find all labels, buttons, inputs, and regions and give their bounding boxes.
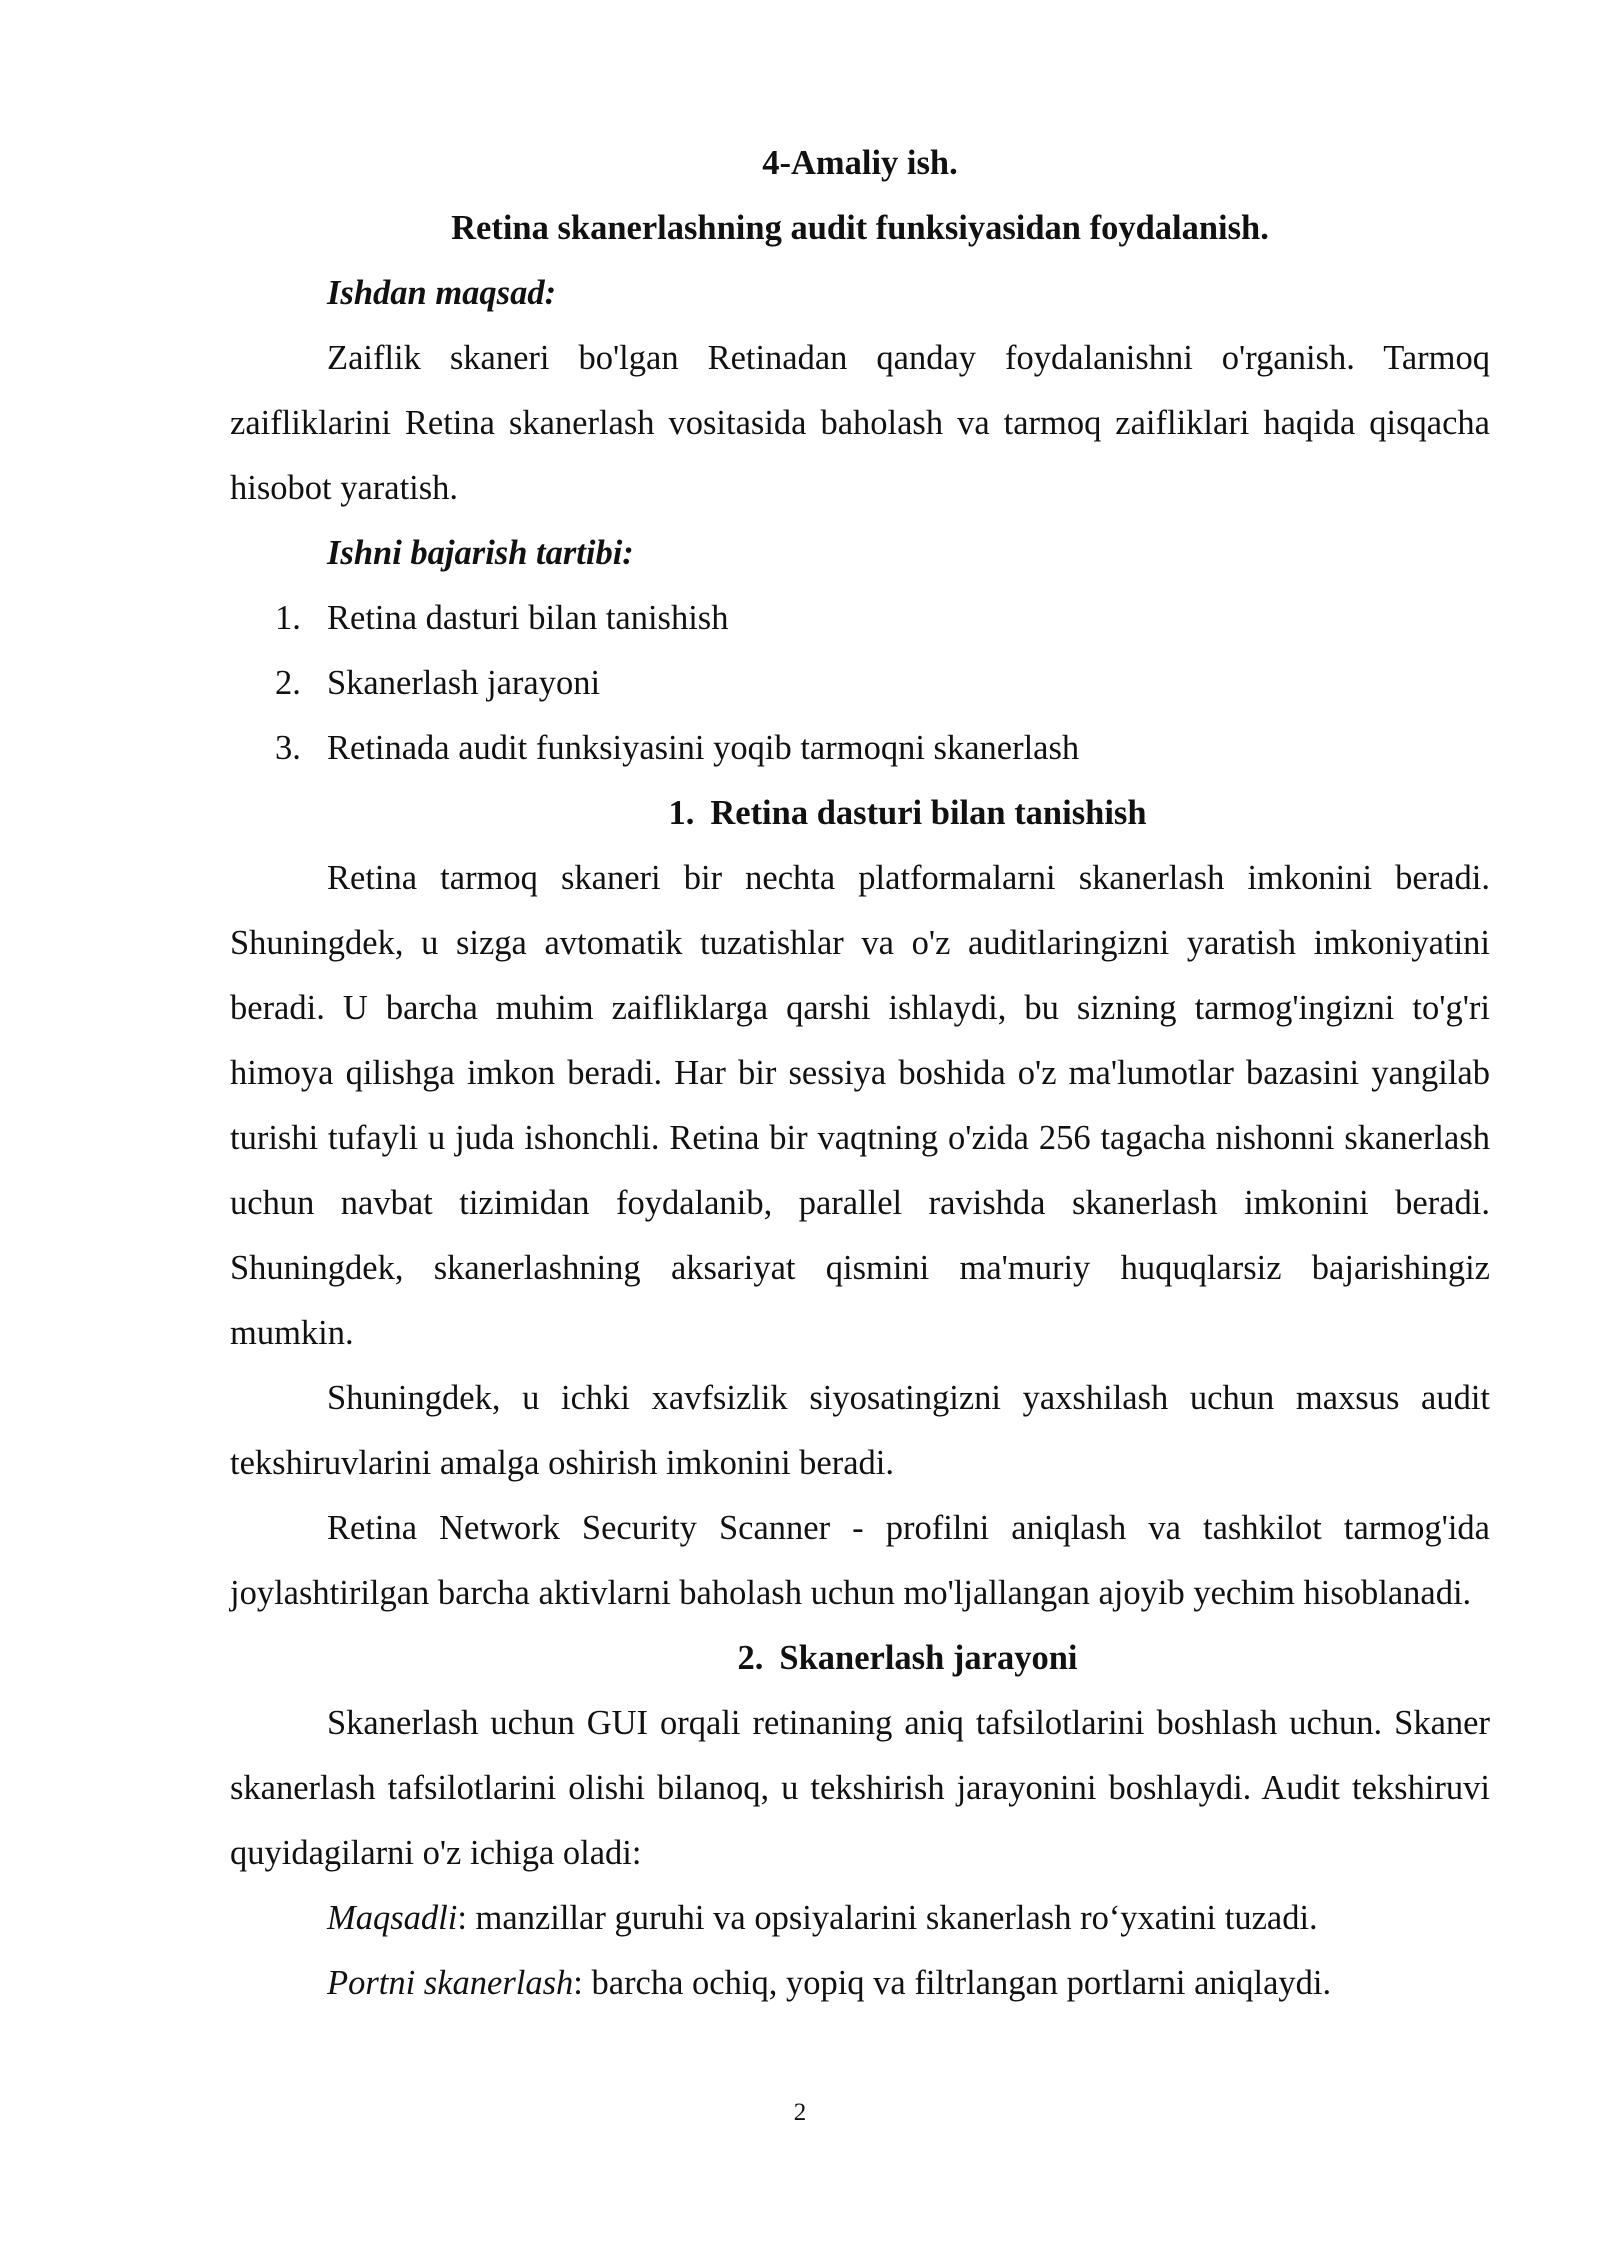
- document-title: 4-Amaliy ish.: [762, 144, 958, 182]
- purpose-paragraph: Zaiflik skaneri bo'lgan Retinadan qanday foydalanishni o'rganish. Tarmoq zaifliklarini Retina skanerlash vositasida baholash va tarmoq zaifliklari haqida qisqacha hisobot yaratish.: [230, 339, 1490, 507]
- purpose-label: Ishdan maqsad:: [327, 274, 557, 312]
- list-item: [275, 651, 1490, 716]
- definition-text: : barcha ochiq, yopiq va filtrlangan portlarni aniqlaydi.: [573, 1964, 1332, 2002]
- list-item-text: Skanerlash jarayoni: [327, 664, 601, 702]
- section-1-paragraph-2: Shuningdek, u ichki xavfsizlik siyosatingizni yaxshilash uchun maxsus audit tekshiruvlarini amalga oshirish imkonini beradi.: [230, 1379, 1490, 1482]
- definition-item: [327, 1951, 1490, 2016]
- list-item-text: Retina dasturi bilan tanishish: [327, 599, 729, 637]
- definition-term: Maqsadli: [327, 1899, 458, 1937]
- list-item-number: 3.: [275, 729, 301, 767]
- section-title: Retina dasturi bilan tanishish: [710, 794, 1147, 832]
- section-2-heading: [230, 1626, 1490, 1691]
- list-item-number: 2.: [275, 664, 301, 702]
- page-number: 2: [793, 2099, 807, 2126]
- section-1-paragraph-3: Retina Network Security Scanner - profilni aniqlash va tashkilot tarmog'ida joylashtirilgan barcha aktivlarni baholash uchun mo'ljallangan ajoyib yechim hisoblanadi.: [230, 1509, 1490, 1612]
- page-content: [230, 131, 1490, 2016]
- definition-text: : manzillar guruhi va opsiyalarini skanerlash ro‘yxatini tuzadi.: [457, 1899, 1318, 1937]
- definition-term: Portni skanerlash: [327, 1964, 574, 2002]
- procedure-label: Ishni bajarish tartibi:: [327, 534, 634, 572]
- section-1-heading: [230, 781, 1490, 846]
- list-item: [275, 586, 1490, 651]
- section-title: Skanerlash jarayoni: [779, 1639, 1078, 1677]
- definition-item: [327, 1886, 1490, 1951]
- document-subtitle: Retina skanerlashning audit funksiyasidan foydalanish.: [451, 209, 1269, 247]
- section-2-paragraph: Skanerlash uchun GUI orqali retinaning aniq tafsilotlarini boshlash uchun. Skaner skanerlash tafsilotlarini olishi bilanoq, u tekshirish jarayonini boshlaydi. Audit tekshiruvi quyidagilarni o'z ichiga oladi:: [230, 1704, 1490, 1872]
- section-number: 2.: [737, 1639, 764, 1677]
- list-item-text: Retinada audit funksiyasini yoqib tarmoqni skanerlash: [327, 729, 1080, 767]
- section-number: 1.: [668, 794, 695, 832]
- section-1-paragraph-1: Retina tarmoq skaneri bir nechta platformalarni skanerlash imkonini beradi. Shuningdek, u sizga avtomatik tuzatishlar va o'z auditlaringizni yaratish imkoniyatini beradi. U barcha muhim zaifliklarga qarshi ishlaydi, bu sizning tarmog'ingizni to'g'ri himoya qilishga imkon beradi. Har bir sessiya boshida o'z ma'lumotlar bazasini yangilab turishi tufayli u juda ishonchli. Retina bir vaqtning o'zida 256 tagacha nishonni skanerlash uchun navbat tizimidan foydalanib, parallel ravishda skanerlash imkonini beradi. Shuningdek, skanerlashning aksariyat qismini ma'muriy huquqlarsiz bajarishingiz mumkin.: [230, 859, 1490, 1352]
- list-item: [275, 716, 1490, 781]
- procedure-list: [230, 586, 1490, 781]
- list-item-number: 1.: [275, 599, 301, 637]
